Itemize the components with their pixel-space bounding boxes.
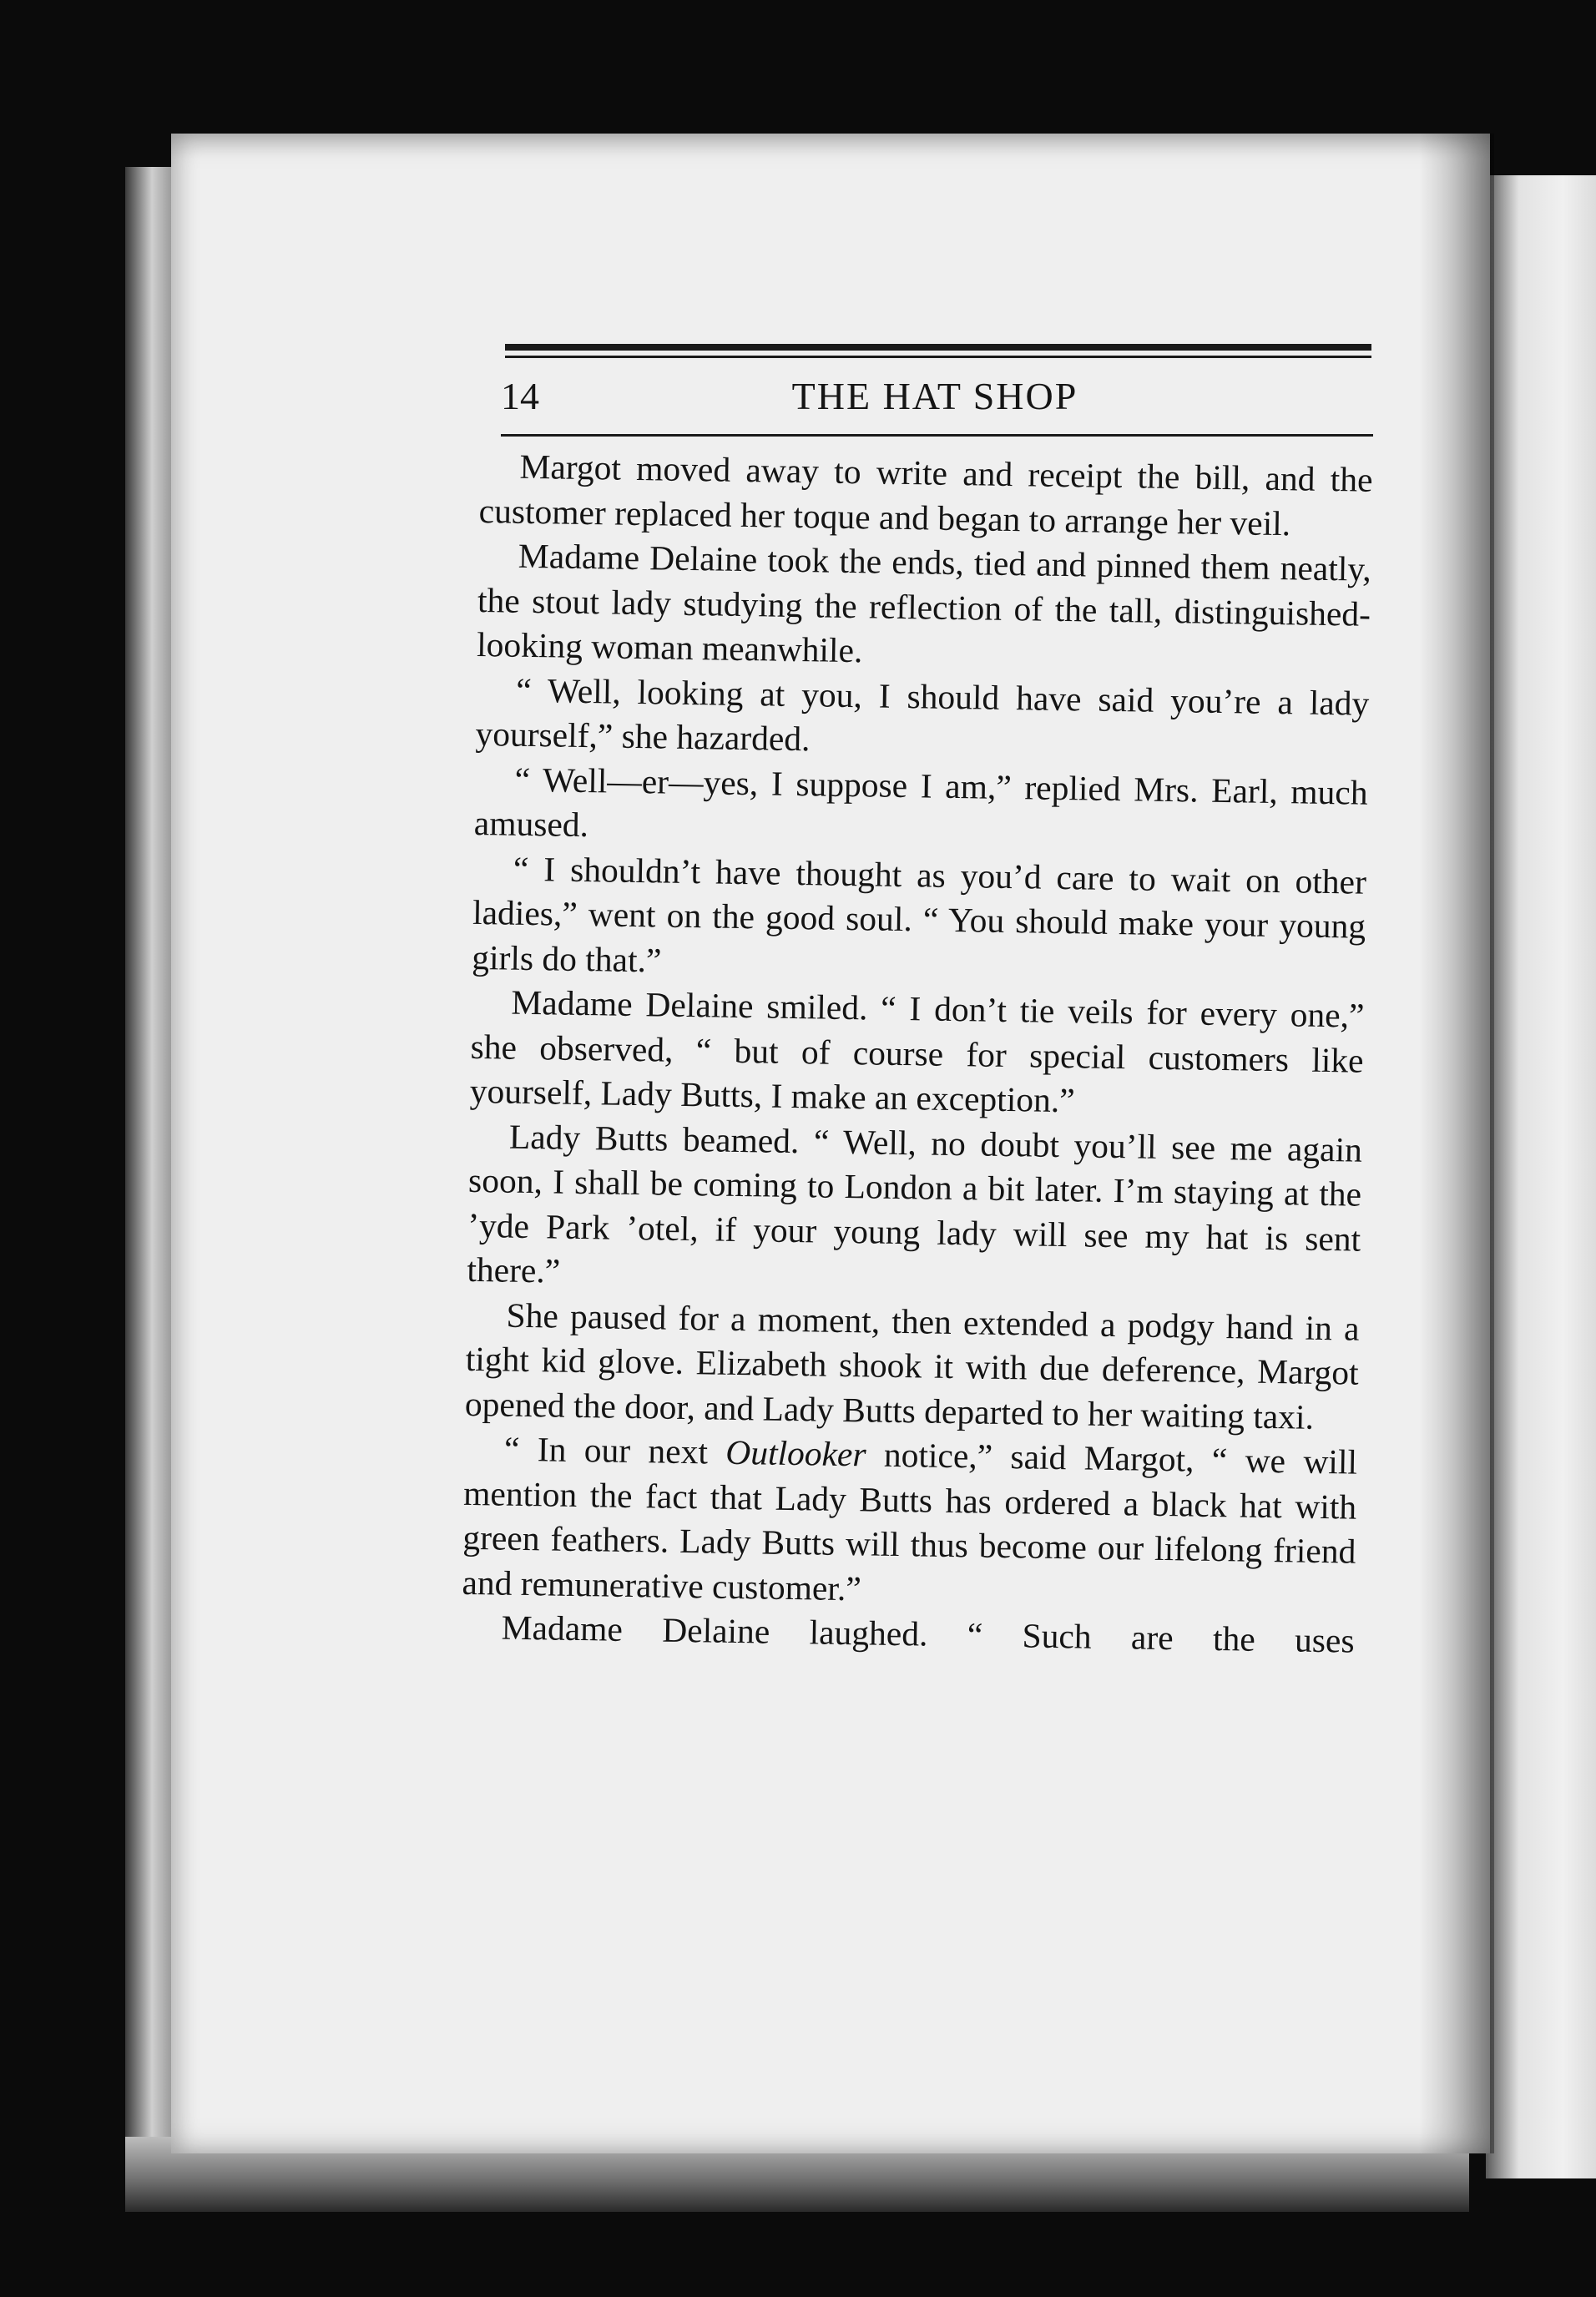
paragraph: Lady Butts beamed. “ Well, no doubt you’ll see me again soon, I shall be coming to London a bit later. I’m staying at the ’yde Park ’otel, if your young lady will see my hat is sent there.”: [467, 1117, 1363, 1290]
page-top-shadow: [171, 134, 1490, 159]
paragraph-text: notice,” said Margot, “ we will mention the fact that Lady Butts has ordered a black hat with green feathers. Lady Butts will thus become our lifelong friend and remunerative customer.”: [462, 1435, 1358, 1608]
facing-page-strip: [1486, 175, 1596, 2178]
paragraph: “ I shouldn’t have thought as you’d care to wait on other ladies,” went on the good soul. “ You should make your young girls do that.”: [471, 849, 1367, 979]
paragraph-text: “ In our next: [503, 1429, 726, 1472]
header-rule-thick: [505, 344, 1371, 351]
paragraph: Madame Delaine took the ends, tied and pinned them neatly, the stout lady studying the reflection of the tall, distinguished-looking woman meanwhile.: [476, 536, 1372, 670]
publication-title: Outlooker: [725, 1432, 866, 1474]
body-text: [461, 444, 1373, 1663]
header-double-rule: [505, 344, 1371, 361]
paragraph: Madame Delaine smiled. “ I don’t tie veils for every one,” she observed, “ but of course for special customers like yourself, Lady Butts, I make an exception.”: [469, 982, 1365, 1120]
paragraph-outlooker: [462, 1426, 1357, 1619]
running-title: THE HAT SHOP: [791, 375, 1078, 417]
header-underline-rule: [501, 434, 1373, 437]
paragraph: “ Well, looking at you, I should have said you’re a lady yourself,” she hazarded.: [475, 670, 1370, 759]
paragraph: “ Well—er—yes, I suppose I am,” replied Mrs. Earl, much amused.: [473, 760, 1368, 845]
paragraph-last: Madame Delaine laughed. “ Such are the uses: [501, 1608, 1355, 1660]
gutter-shadow: [1419, 134, 1494, 2153]
header-rule-thin: [505, 356, 1371, 358]
page-number: 14: [501, 375, 539, 417]
paragraph: She paused for a moment, then extended a podgy hand in a tight kid glove. Elizabeth shook it with due deference, Margot opened the door, and Lady Butts departed to her waiting taxi.: [464, 1295, 1360, 1436]
running-header: [501, 374, 1369, 432]
paragraph: Margot moved away to write and receipt the bill, and the customer replaced her toque and began to arrange her veil.: [478, 447, 1373, 543]
